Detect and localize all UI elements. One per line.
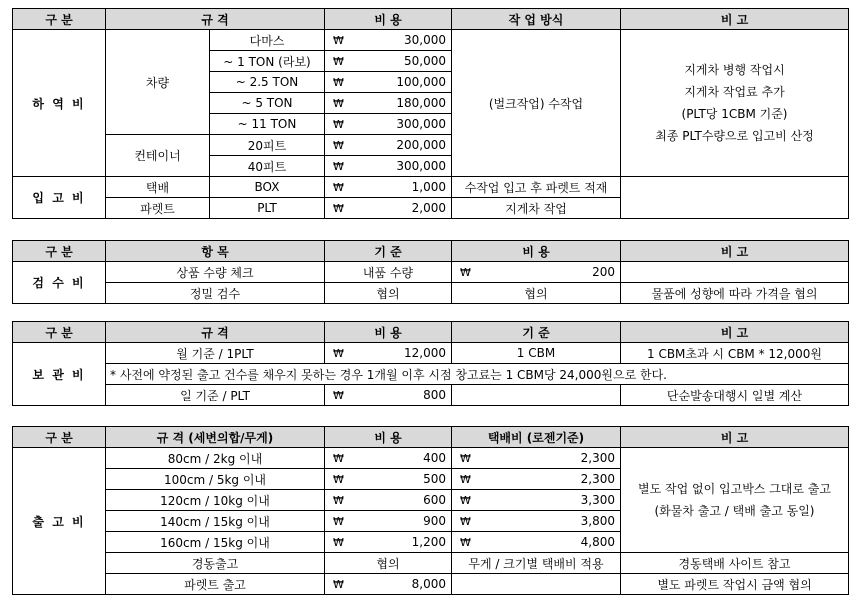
note-cell bbox=[621, 262, 849, 283]
parcel-cell bbox=[452, 448, 621, 469]
cost-cell bbox=[325, 177, 452, 198]
vehicle-label: 차량 bbox=[106, 30, 210, 135]
item-cell: 정밀 검수 bbox=[106, 283, 325, 304]
won-symbol: ₩ bbox=[460, 451, 471, 465]
note-cell bbox=[621, 30, 849, 177]
note-line: 별도 작업 없이 입고박스 그대로 출고 bbox=[638, 482, 831, 496]
cost-cell bbox=[325, 448, 452, 469]
unit-cell: BOX bbox=[210, 177, 325, 198]
container-label: 컨테이너 bbox=[106, 135, 210, 177]
method-cell: (벌크작업) 수작업 bbox=[452, 30, 621, 177]
cost-value: 8,000 bbox=[411, 577, 446, 591]
note-line: (화물차 출고 / 택배 출고 동일) bbox=[654, 504, 815, 518]
note-line: 최종 PLT수량으로 입고비 산정 bbox=[655, 129, 814, 143]
parcel-cell bbox=[452, 511, 621, 532]
cost-cell bbox=[325, 343, 452, 364]
won-symbol: ₩ bbox=[460, 514, 471, 528]
note-line: 지게차 병행 작업시 bbox=[684, 63, 785, 77]
won-symbol: ₩ bbox=[333, 346, 344, 360]
header-category: 구 분 bbox=[13, 9, 106, 30]
table-row bbox=[13, 343, 849, 364]
storage-table bbox=[12, 321, 849, 406]
table-row bbox=[13, 30, 849, 51]
header-row bbox=[13, 322, 849, 343]
type-cell: 택배 bbox=[106, 177, 210, 198]
header-method: 작 업 방식 bbox=[452, 9, 621, 30]
spec-cell: 80cm / 2kg 이내 bbox=[106, 448, 325, 469]
cost-value: 500 bbox=[423, 472, 446, 486]
won-symbol: ₩ bbox=[333, 201, 344, 215]
won-symbol: ₩ bbox=[333, 535, 344, 549]
parcel-value: 4,800 bbox=[580, 535, 615, 549]
parcel-cell bbox=[452, 532, 621, 553]
cost-value: 50,000 bbox=[404, 54, 446, 68]
table-row bbox=[13, 574, 849, 595]
header-cost: 비 용 bbox=[325, 322, 452, 343]
parcel-cell bbox=[452, 490, 621, 511]
cost-value: 600 bbox=[423, 493, 446, 507]
cost-cell bbox=[325, 198, 452, 219]
header-category: 구 분 bbox=[13, 427, 106, 448]
section-haulage: 하 역 비 bbox=[13, 30, 106, 177]
cost-cell: 협의 bbox=[452, 283, 621, 304]
cost-cell bbox=[325, 30, 452, 51]
spec-cell: 160cm / 15kg 이내 bbox=[106, 532, 325, 553]
cost-cell bbox=[325, 51, 452, 72]
basis-cell: 협의 bbox=[325, 283, 452, 304]
cost-cell bbox=[325, 156, 452, 177]
won-symbol: ₩ bbox=[333, 75, 344, 89]
cost-cell bbox=[325, 114, 452, 135]
cost-value: 200 bbox=[592, 265, 615, 279]
header-parcel: 택배비 (로젠기준) bbox=[452, 427, 621, 448]
unit-cell: PLT bbox=[210, 198, 325, 219]
note-line: 지게차 작업료 추가 bbox=[684, 85, 785, 99]
header-basis: 기 준 bbox=[325, 241, 452, 262]
cost-value: 30,000 bbox=[404, 33, 446, 47]
spec-cell: ~ 5 TON bbox=[210, 93, 325, 114]
header-basis: 기 준 bbox=[452, 322, 621, 343]
note-cell bbox=[621, 448, 849, 553]
cost-cell bbox=[325, 574, 452, 595]
section-outbound: 출 고 비 bbox=[13, 448, 106, 595]
won-symbol: ₩ bbox=[333, 159, 344, 173]
won-symbol: ₩ bbox=[333, 577, 344, 591]
cost-cell: 협의 bbox=[325, 553, 452, 574]
header-cost: 비 용 bbox=[325, 427, 452, 448]
note-cell: 1 CBM초과 시 CBM * 12,000원 bbox=[621, 343, 849, 364]
spec-cell: 40피트 bbox=[210, 156, 325, 177]
outbound-table bbox=[12, 426, 849, 595]
cost-cell bbox=[325, 93, 452, 114]
won-symbol: ₩ bbox=[333, 514, 344, 528]
table-row bbox=[13, 385, 849, 406]
won-symbol: ₩ bbox=[460, 535, 471, 549]
cost-value: 12,000 bbox=[404, 346, 446, 360]
header-cost: 비 용 bbox=[325, 9, 452, 30]
method-cell: 지게차 작업 bbox=[452, 198, 621, 219]
won-symbol: ₩ bbox=[333, 54, 344, 68]
table-row bbox=[13, 448, 849, 469]
won-symbol: ₩ bbox=[333, 493, 344, 507]
table-row bbox=[13, 262, 849, 283]
note-cell bbox=[621, 177, 849, 219]
header-row bbox=[13, 241, 849, 262]
header-note: 비 고 bbox=[621, 9, 849, 30]
won-symbol: ₩ bbox=[333, 33, 344, 47]
basis-cell: 1 CBM bbox=[452, 343, 621, 364]
section-inbound: 입 고 비 bbox=[13, 177, 106, 219]
cost-cell bbox=[325, 469, 452, 490]
won-symbol: ₩ bbox=[460, 493, 471, 507]
header-category: 구 분 bbox=[13, 241, 106, 262]
cost-value: 400 bbox=[423, 451, 446, 465]
header-row bbox=[13, 427, 849, 448]
note-cell: 물품에 성향에 따라 가격을 협의 bbox=[621, 283, 849, 304]
header-category: 구 분 bbox=[13, 322, 106, 343]
cost-value: 1,200 bbox=[411, 535, 446, 549]
cost-value: 100,000 bbox=[396, 75, 446, 89]
note-cell: 경동택배 사이트 참고 bbox=[621, 553, 849, 574]
cost-cell bbox=[325, 385, 452, 406]
cost-value: 1,000 bbox=[411, 180, 446, 194]
basis-cell: 내품 수량 bbox=[325, 262, 452, 283]
cost-cell bbox=[325, 135, 452, 156]
spec-cell: ~ 1 TON (라보) bbox=[210, 51, 325, 72]
spec-cell: ~ 11 TON bbox=[210, 114, 325, 135]
cost-value: 2,000 bbox=[411, 201, 446, 215]
spec-cell: 100cm / 5kg 이내 bbox=[106, 469, 325, 490]
spec-cell: 다마스 bbox=[210, 30, 325, 51]
parcel-cell bbox=[452, 469, 621, 490]
table-row bbox=[13, 553, 849, 574]
section-inspection: 검 수 비 bbox=[13, 262, 106, 304]
won-symbol: ₩ bbox=[333, 138, 344, 152]
cost-value: 800 bbox=[423, 388, 446, 402]
basis-cell bbox=[452, 385, 621, 406]
parcel-value: 3,800 bbox=[580, 514, 615, 528]
parcel-value: 3,300 bbox=[580, 493, 615, 507]
header-note: 비 고 bbox=[621, 427, 849, 448]
cost-value: 200,000 bbox=[396, 138, 446, 152]
won-symbol: ₩ bbox=[460, 265, 471, 279]
cost-value: 900 bbox=[423, 514, 446, 528]
won-symbol: ₩ bbox=[333, 96, 344, 110]
haulage-inbound-table bbox=[12, 8, 849, 219]
spec-cell: 140cm / 15kg 이내 bbox=[106, 511, 325, 532]
spec-cell: 20피트 bbox=[210, 135, 325, 156]
table-row bbox=[13, 364, 849, 385]
parcel-cell bbox=[452, 574, 621, 595]
note-cell: 별도 파렛트 작업시 금액 협의 bbox=[621, 574, 849, 595]
header-spec: 규 격 bbox=[106, 322, 325, 343]
header-spec: 규 격 (세변의합/무게) bbox=[106, 427, 325, 448]
cost-cell bbox=[325, 490, 452, 511]
parcel-cell: 무게 / 크기별 택배비 적용 bbox=[452, 553, 621, 574]
parcel-value: 2,300 bbox=[580, 451, 615, 465]
cost-value: 300,000 bbox=[396, 117, 446, 131]
cost-cell bbox=[325, 511, 452, 532]
spec-cell: 파렛트 출고 bbox=[106, 574, 325, 595]
cost-cell bbox=[452, 262, 621, 283]
type-cell: 파렛트 bbox=[106, 198, 210, 219]
won-symbol: ₩ bbox=[333, 180, 344, 194]
note-cell: 단순발송대행시 일별 계산 bbox=[621, 385, 849, 406]
cost-cell bbox=[325, 532, 452, 553]
header-note: 비 고 bbox=[621, 241, 849, 262]
spec-cell: 경동출고 bbox=[106, 553, 325, 574]
header-cost: 비 용 bbox=[452, 241, 621, 262]
note-line: (PLT당 1CBM 기준) bbox=[681, 107, 788, 121]
spec-cell: 120cm / 10kg 이내 bbox=[106, 490, 325, 511]
won-symbol: ₩ bbox=[333, 451, 344, 465]
won-symbol: ₩ bbox=[460, 472, 471, 486]
spec-cell: 월 기준 / 1PLT bbox=[106, 343, 325, 364]
header-item: 항 목 bbox=[106, 241, 325, 262]
table-row bbox=[13, 177, 849, 198]
cost-value: 180,000 bbox=[396, 96, 446, 110]
section-storage: 보 관 비 bbox=[13, 343, 106, 406]
header-note: 비 고 bbox=[621, 322, 849, 343]
spec-cell: ~ 2.5 TON bbox=[210, 72, 325, 93]
won-symbol: ₩ bbox=[333, 117, 344, 131]
cost-value: 300,000 bbox=[396, 159, 446, 173]
method-cell: 수작업 입고 후 파렛트 적재 bbox=[452, 177, 621, 198]
table-row bbox=[13, 283, 849, 304]
header-row bbox=[13, 9, 849, 30]
won-symbol: ₩ bbox=[333, 388, 344, 402]
inspection-table bbox=[12, 240, 849, 304]
won-symbol: ₩ bbox=[333, 472, 344, 486]
cost-cell bbox=[325, 72, 452, 93]
header-spec: 규 격 bbox=[106, 9, 325, 30]
item-cell: 상품 수량 체크 bbox=[106, 262, 325, 283]
storage-notice: * 사전에 약정된 출고 건수를 채우지 못하는 경우 1개월 이후 시점 창고료는 1 CBM당 24,000원으로 한다. bbox=[106, 364, 849, 385]
spec-cell: 일 기준 / PLT bbox=[106, 385, 325, 406]
parcel-value: 2,300 bbox=[580, 472, 615, 486]
